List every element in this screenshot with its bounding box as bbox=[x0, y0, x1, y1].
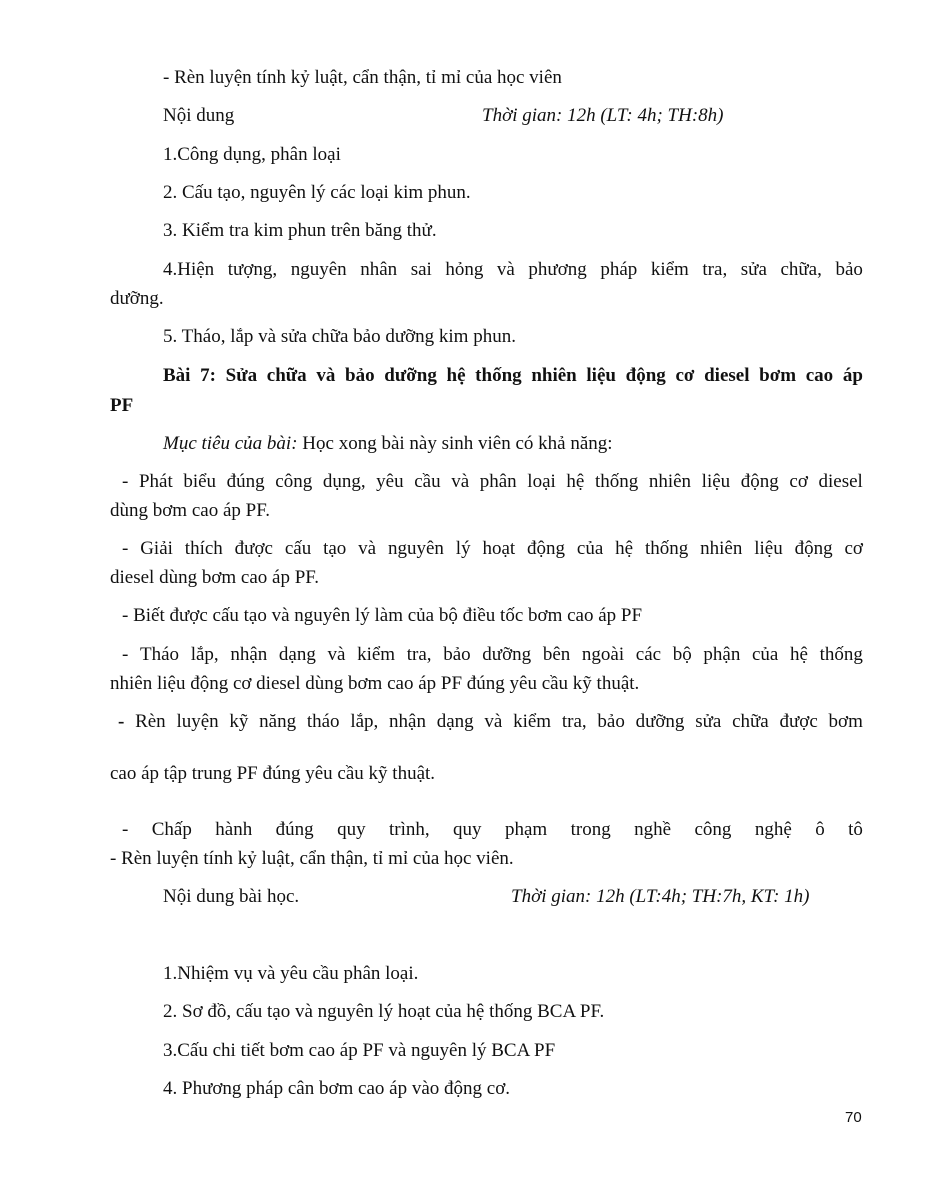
lesson-title: Bài 7: Sửa chữa và bảo dưỡng hệ thống nhiên liệu động cơ diesel bơm cao áp bbox=[163, 365, 863, 386]
objective-1: - Phát biểu đúng công dụng, yêu cầu và phân loại hệ thống nhiên liệu động cơ diesel bbox=[122, 471, 863, 492]
content-label-2: Nội dung bài học. bbox=[163, 886, 300, 907]
objective-5-end: cao áp tập trung PF đúng yêu cầu kỹ thuật. bbox=[110, 763, 436, 784]
objective-1-end: dùng bơm cao áp PF. bbox=[110, 500, 270, 521]
objective-6: - Chấp hành đúng quy trình, quy phạm trong nghề công nghệ ô tô bbox=[122, 819, 863, 840]
content2-item-1: 1.Nhiệm vụ và yêu cầu phân loại. bbox=[163, 963, 419, 984]
content-time: Thời gian: 12h (LT: 4h; TH:8h) bbox=[482, 105, 724, 126]
content2-item-4: 4. Phương pháp cân bơm cao áp vào động cơ. bbox=[163, 1078, 511, 1099]
objective-4: - Tháo lắp, nhận dạng và kiểm tra, bảo dưỡng bên ngoài các bộ phận của hệ thống bbox=[122, 644, 863, 665]
content-time-2: Thời gian: 12h (LT:4h; TH:7h, KT: 1h) bbox=[511, 886, 810, 907]
objective-4-end: nhiên liệu động cơ diesel dùng bơm cao áp PF đúng yêu cầu kỹ thuật. bbox=[110, 673, 640, 694]
objective-7: - Rèn luyện tính kỷ luật, cẩn thận, tỉ mỉ của học viên. bbox=[110, 848, 514, 869]
page-number: 70 bbox=[845, 1109, 862, 1126]
objective-5: - Rèn luyện kỹ năng tháo lắp, nhận dạng và kiểm tra, bảo dưỡng sửa chữa được bơm bbox=[118, 711, 863, 732]
content-item-4-end: dưỡng. bbox=[110, 288, 164, 309]
content2-item-2: 2. Sơ đồ, cấu tạo và nguyên lý hoạt của hệ thống BCA PF. bbox=[163, 1001, 605, 1022]
objective-2: - Giải thích được cấu tạo và nguyên lý hoạt động của hệ thống nhiên liệu động cơ bbox=[122, 538, 863, 559]
objective-2-end: diesel dùng bơm cao áp PF. bbox=[110, 567, 320, 588]
content-item-5: 5. Tháo, lắp và sửa chữa bảo dưỡng kim phun. bbox=[163, 326, 516, 347]
content-item-2: 2. Cấu tạo, nguyên lý các loại kim phun. bbox=[163, 182, 471, 203]
objective-3: - Biết được cấu tạo và nguyên lý làm của bộ điều tốc bơm cao áp PF bbox=[122, 605, 643, 626]
lesson-title-end: PF bbox=[110, 395, 134, 416]
content-item-3: 3. Kiểm tra kim phun trên băng thử. bbox=[163, 220, 437, 241]
content-item-4: 4.Hiện tượng, nguyên nhân sai hỏng và phương pháp kiểm tra, sửa chữa, bảo bbox=[163, 259, 863, 280]
content2-item-3: 3.Cấu chi tiết bơm cao áp PF và nguyên lý BCA PF bbox=[163, 1040, 556, 1061]
content-item-1: 1.Công dụng, phân loại bbox=[163, 144, 341, 165]
content-label: Nội dung bbox=[163, 105, 235, 126]
objective-discipline: - Rèn luyện tính kỷ luật, cẩn thận, tỉ mỉ của học viên bbox=[163, 67, 562, 88]
objectives-intro: Mục tiêu của bài: Học xong bài này sinh viên có khả năng: bbox=[163, 433, 613, 454]
